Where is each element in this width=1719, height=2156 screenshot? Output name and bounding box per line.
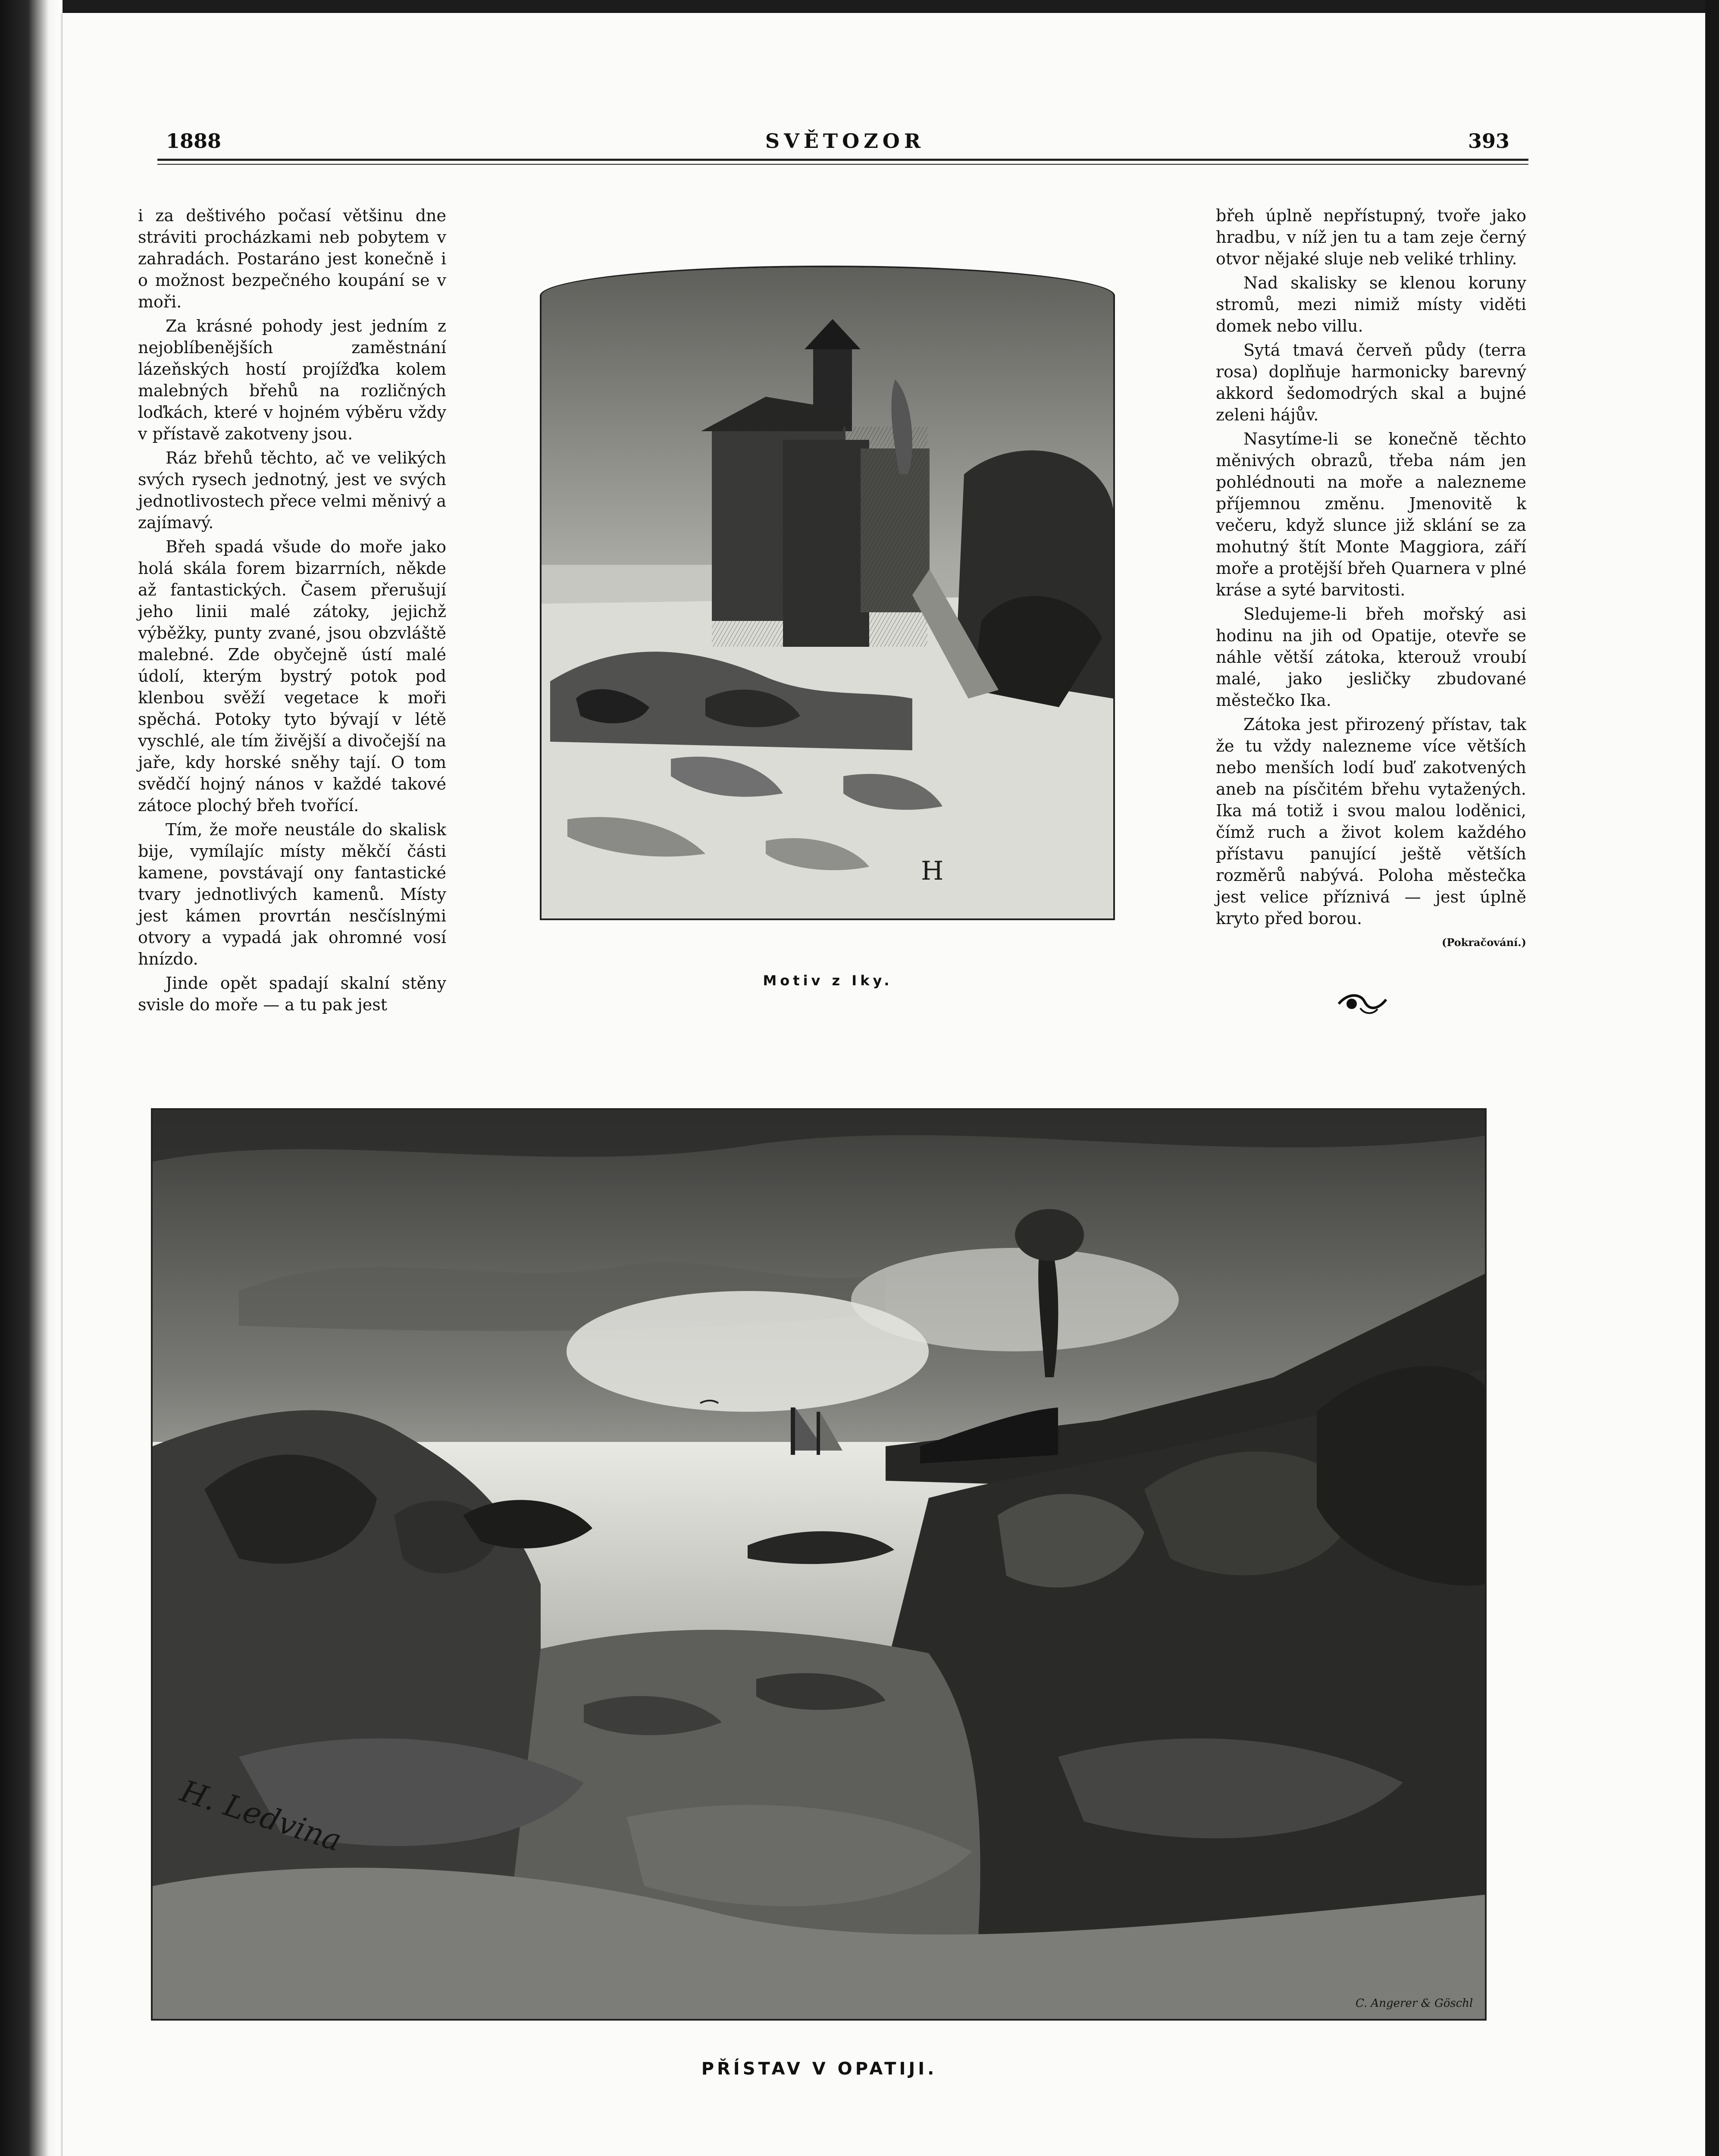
paragraph: břeh úplně nepřístupný, tvoře jako hradbu, v níž jen tu a tam zeje černý otvor nějaké sluje neb veliké trhliny.: [1216, 206, 1526, 268]
book-binding-shadow: [0, 0, 63, 2156]
illustration-pristav-v-opatiji: [151, 1108, 1487, 2021]
paragraph: Břeh spadá všude do moře jako holá skála forem bizarrních, někde až fantastických. Časem přerušují jeho linii malé zátoky, jejichž výběžky, punty zvané, jsou obzvláště malebné. Zde obyčejně ústí malé údolí, kterým bystrý potok pod klenbou svěží vegetace k moři spěchá. Potoky tyto bývají v létě vyschlé, ale tím živější a divočejší na jaře, kdy horské sněhy tají. O tom svědčí hojný nános v každé takové zátoce plochý břeh tvořící.: [138, 537, 446, 815]
artist-signature: H. Ledvina: [176, 1773, 346, 1858]
text-column-right: [1216, 205, 1526, 953]
header-rule-thick: [157, 159, 1528, 161]
header-title: SVĚTOZOR: [765, 129, 925, 153]
paragraph: Sytá tmavá červeň půdy (terra rosa) doplňuje harmonicky barevný akkord šedomodrých skal a bujné zeleni hájův.: [1216, 341, 1526, 424]
engraving-castle: [542, 267, 1113, 918]
paragraph: Nasytíme-li se konečně těchto měnivých obrazů, třeba nám jen pohlédnouti na moře a nalezneme příjemnou změnu. Jmenovitě k večeru, když slunce již sklání se za mohutný štít Monte Maggiora, září moře a protější břeh Quarnera v plné kráse a syté barvitosti.: [1216, 429, 1526, 599]
engraving-harbour: [153, 1110, 1485, 2019]
text-column-left: [138, 205, 446, 1018]
paragraph: Zátoka jest přirozený přístav, tak že tu vždy nalezneme více větších nebo menších lodí buď zakotvených aneb na písčitém břehu vytažených. Ika má totiž i svou malou loděnici, čímž ruch a život kolem každého přístavu panující ještě větších rozměrů nabývá. Poloha městečka jest velice příznivá — jest úplně kryto před borou.: [1216, 715, 1526, 928]
continued-note: (Pokračování.): [1442, 936, 1526, 949]
header-page-number: 393: [1468, 129, 1510, 153]
paragraph: Jinde opět spadají skalní stěny svisle do moře — a tu pak jest: [138, 974, 446, 1014]
artist-monogram: H: [921, 856, 944, 886]
paragraph: Tím, že moře neustále do skalisk bije, vymílajíc místy měkčí části kamene, povstávají ony fantastické tvary jednotlivých kamenů. Místy jest kámen provrtán nesčíslnými otvory a vypadá jak ohromné vosí hnízdo.: [138, 820, 446, 968]
caption-pristav-v-opatiji: PŘÍSTAV V OPATIJI.: [701, 2059, 937, 2079]
paragraph: Ráz břehů těchto, ač ve velikých svých rysech jednotný, jest ve svých jednotlivostech přece velmi měnivý a zajímavý.: [138, 448, 446, 532]
header-rule-thin: [157, 164, 1528, 165]
paragraph: Sledujeme-li břeh mořský asi hodinu na jih od Opatije, otevře se náhle větší zátoka, kterouž vroubí malé, jako jesličky zbudované městečko Ika.: [1216, 605, 1526, 710]
paragraph: i za deštivého počasí většinu dne stráviti procházkami neb pobytem v zahradách. Postaráno jest konečně i o možnost bezpečného koupání se v moři.: [138, 206, 446, 311]
caption-motiv-z-iky: Motiv z Iky.: [763, 972, 893, 989]
scan-edge-right: [1705, 0, 1719, 2156]
engraver-credit: C. Angerer & Göschl: [1356, 1997, 1473, 2010]
header-year: 1888: [166, 129, 222, 153]
paragraph: Nad skalisky se klenou koruny stromů, mezi nimiž místy viděti domek nebo villu.: [1216, 273, 1526, 335]
ornament-icon: [1334, 991, 1390, 1017]
illustration-motiv-z-iky: [540, 266, 1115, 920]
paragraph: Za krásné pohody jest jedním z nejoblíbenějších zaměstnání lázeňských hostí projížďka kolem malebných břehů na rozličných loďkách, které v hojném výběru vždy v přístavě zakotveny jsou.: [138, 317, 446, 443]
